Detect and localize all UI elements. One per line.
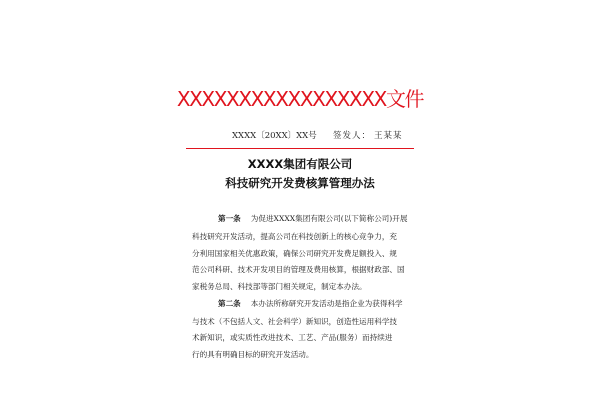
article-1-line-3: 分利用国家相关优惠政策，确保公司研究开发费足额投入、规 <box>192 249 398 258</box>
signer-label: 签发人： <box>333 131 372 141</box>
signer-name: 王某某 <box>374 131 403 141</box>
article-2-number: 第二条 <box>218 299 241 308</box>
document-title-company: XXXX集团有限公司 <box>247 157 353 171</box>
signer <box>333 130 403 142</box>
red-divider-line <box>186 148 414 149</box>
document-number: XXXX〔20XX〕XX号 <box>232 131 317 141</box>
article-1-number: 第一条 <box>218 214 241 223</box>
article-2-line-1 <box>218 299 403 309</box>
article-1-line-1 <box>218 214 407 224</box>
article-1-line-5: 家税务总局、科技部等部门相关规定，制定本办法。 <box>192 282 367 291</box>
article-2-line-4: 行的具有明确目标的研究开发活动。 <box>192 350 314 359</box>
article-2-line-3: 术新知识，或实质性改进技术、工艺、产品(服务）而持续进 <box>192 333 393 342</box>
article-1-line-2: 科技研究开发活动，提高公司在科技创新上的核心竞争力，充 <box>192 232 398 241</box>
article-2-text-1: 本办法所称研究开发活动是指企业为获得科学 <box>250 299 403 308</box>
article-2-line-2: 与技术（不包括人文、社会科学）新知识，创造性运用科学技 <box>192 317 398 326</box>
red-header-title: XXXXXXXXXXXXXXXXX文件 <box>176 87 424 111</box>
article-1-text-1: 为促进XXXX集团有限公司(以下简称公司)开展 <box>250 214 408 223</box>
document-title-subject: 科技研究开发费核算管理办法 <box>225 176 375 190</box>
article-1-line-4: 范公司科研、技术开发项目的管理及费用核算，根据财政部、国 <box>192 265 405 274</box>
